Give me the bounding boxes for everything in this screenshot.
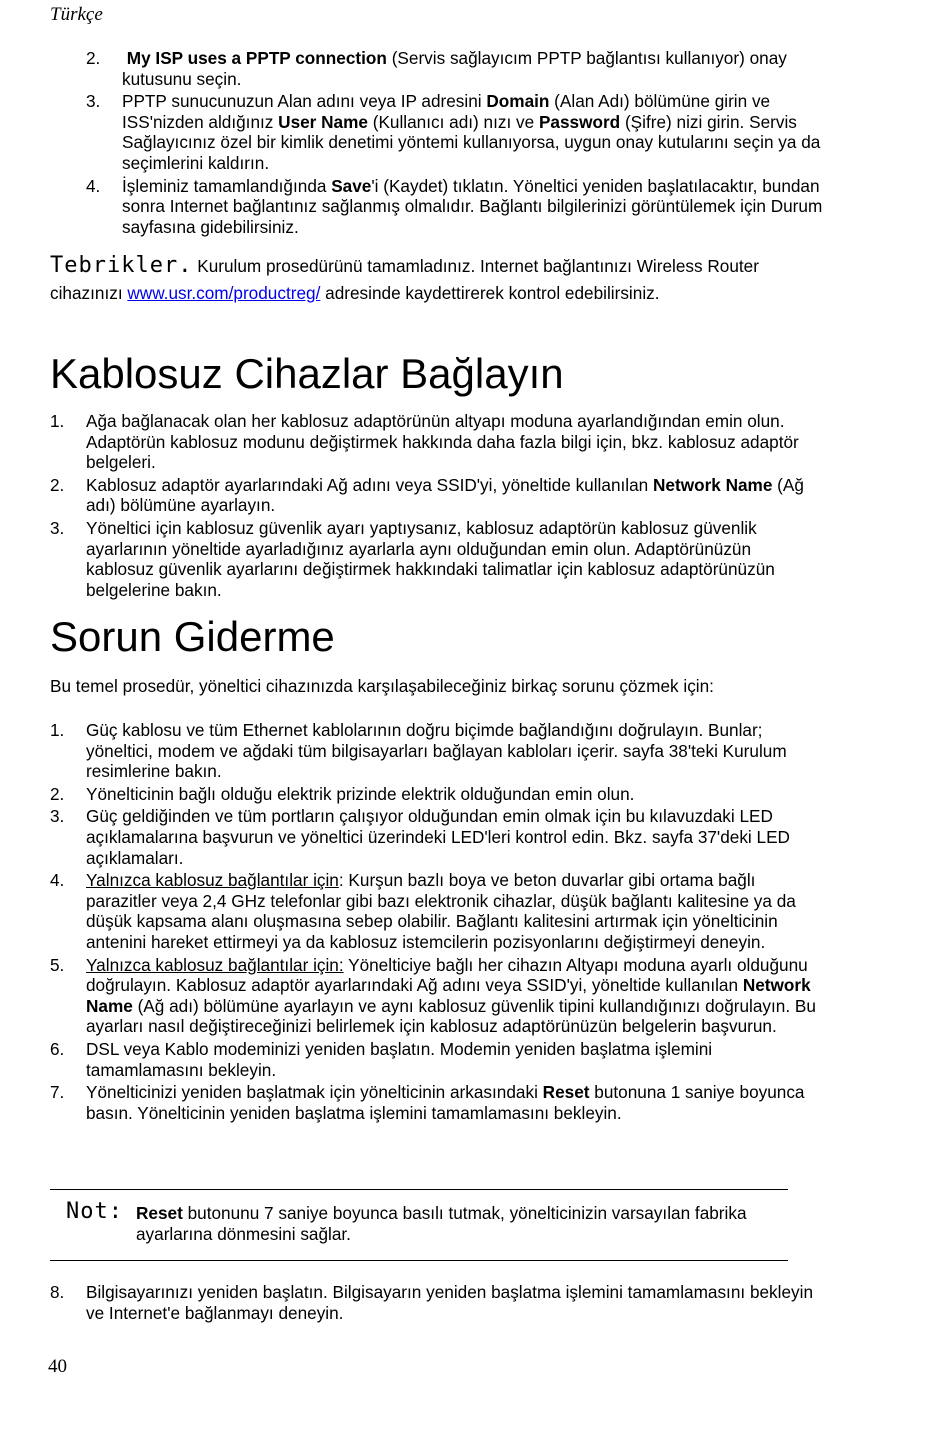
item-number: 1.	[50, 411, 65, 431]
item-number: 3.	[50, 806, 65, 827]
list-item: 7. Yönelticinizi yeniden başlatmak için yönelticinin arkasındaki Reset butonuna 1 saniye boyunca basın. Yönelticinin yeniden başlatma işlemini tamamlamasını bekleyin.	[50, 1082, 805, 1123]
troubleshooting-intro: Bu temel prosedür, yöneltici cihazınızda karşılaşabileceğiniz birkaç sorunu çözmek için:	[50, 676, 714, 696]
list-item: 1. Güç kablosu ve tüm Ethernet kablolarının doğru biçimde bağlandığını doğrulayın. Bunlar; yöneltici, modem ve ağdaki tüm bilgisayarları bağlayan kabloları içerir. sayfa 38'teki Kurulum resimlerine bakın.	[50, 720, 787, 782]
product-registration-link[interactable]: www.usr.com/productreg/	[127, 283, 321, 303]
item-number: 6.	[50, 1038, 65, 1059]
item-number: 8.	[50, 1282, 65, 1302]
item-number: 4.	[50, 870, 65, 891]
page-number: 40	[48, 1356, 67, 1377]
troubleshooting-final-step	[50, 1282, 826, 1323]
wireless-steps-list	[50, 411, 820, 600]
note-text: Reset butonunu 7 saniye boyunca basılı tutmak, yönelticinizin varsayılan fabrika ayarlarına dönmesini sağlar.	[136, 1203, 747, 1244]
congrats-lead: Tebrikler.	[50, 253, 193, 278]
item-number: 5.	[50, 954, 65, 975]
note-lead: Not:	[66, 1199, 123, 1224]
item-number: 2.	[50, 474, 65, 495]
troubleshooting-steps-list	[50, 720, 826, 1123]
list-item: 6. DSL veya Kablo modeminizi yeniden başlatın. Modemin yeniden başlatma işlemini tamamlamasını bekleyin.	[50, 1038, 713, 1080]
section-heading-troubleshooting: Sorun Giderme	[50, 613, 335, 660]
list-item: 2. My ISP uses a PPTP connection (Servis sağlayıcım PPTP bağlantısı kullanıyor) onay kutusunu seçin.	[86, 48, 787, 89]
list-item: 4. İşleminiz tamamlandığında Save'i (Kaydet) tıklatın. Yöneltici yeniden başlatılacaktır, bundan sonra Internet bağlantınız sağlanmış olmalıdır. Bağlantı bilgilerinizi görüntülemek için Durum sayfasına gidebilirsiniz.	[86, 175, 823, 237]
item-number: 2.	[50, 783, 65, 804]
section-heading-wireless: Kablosuz Cihazlar Bağlayın	[50, 350, 564, 397]
language-label: Türkçe	[50, 4, 103, 25]
list-item: 8. Bilgisayarınızı yeniden başlatın. Bilgisayarın yeniden başlatma işlemini tamamlamasını bekleyin ve Internet'e bağlanmayı deneyin.	[50, 1282, 814, 1323]
list-item: 2. Kablosuz adaptör ayarlarındaki Ağ adını veya SSID'yi, yöneltide kullanılan Network Name (Ağ adı) bölümüne ayarlayın.	[50, 474, 804, 516]
item-number: 3.	[50, 517, 65, 538]
list-item: 3. Yöneltici için kablosuz güvenlik ayarı yaptıysanız, kablosuz adaptörün kablosuz güvenlik ayarlarının yöneltide ayarladığınız ayarlarla aynı olduğundan emin olun. Adaptörünüzün kablosuz güvenlik ayarlarını değiştirmek hakkındaki talimatlar için kablosuz adaptörünüzün belgelerine bakın.	[50, 517, 775, 600]
list-item: 4. Yalnızca kablosuz bağlantılar için: Kurşun bazlı boya ve beton duvarlar gibi ortama bağlı parazitler veya 2,4 GHz telefonlar gibi bazı elektronik cihazlar, düşük bağlantı kalitesine ya da düşük kapsama alanı oluşmasına sebep olabilir. Bağlantı kalitesini artırmak için yönelticinin antenini hareket ettirmeyi ya da kablosuz istemcilerin pozisyonlarını değiştirmeyi deneyin.	[50, 870, 796, 952]
list-item: 5. Yalnızca kablosuz bağlantılar için: Yönelticiye bağlı her cihazın Altyapı moduna ayarlı olduğunu doğrulayın. Kablosuz adaptör ayarlarındaki Ağ adını veya SSID'yi, yöneltide kullanılan Network Name (Ağ adı) bölümüne ayarlayın ve aynı kablosuz güvenlik tipini kullandığınızı doğrulayın. Bu ayarları nasıl değiştireceğinizi belirlemek için kablosuz adaptörünüzün belgelerin başvurun.	[50, 954, 816, 1037]
congrats-paragraph: Tebrikler. Kurulum prosedürünü tamamladınız. Internet bağlantınızı Wireless Router cihazınızı www.usr.com/productreg/ adresinde kaydettirerek kontrol edebilirsiniz.	[50, 253, 759, 303]
item-number: 3.	[86, 91, 101, 112]
note-top-divider	[50, 1189, 788, 1190]
note-bottom-divider	[50, 1260, 788, 1261]
item-number: 7.	[50, 1082, 65, 1103]
pptp-checkbox-label: My ISP uses a PPTP connection	[126, 48, 387, 68]
item-number: 2.	[86, 48, 101, 68]
list-item: 3. Güç geldiğinden ve tüm portların çalışıyor olduğundan emin olmak için bu kılavuzdaki LED açıklamalarına başvurun ve yöneltici üzerindeki LED'leri kontrol edin. Bkz. sayfa 37'deki LED açıklamaları.	[50, 806, 790, 868]
list-item: 2. Yönelticinin bağlı olduğu elektrik prizinde elektrik olduğundan emin olun.	[50, 783, 635, 804]
list-item: 1. Ağa bağlanacak olan her kablosuz adaptörünün altyapı moduna ayarlandığından emin olun. Adaptörün kablosuz modunu değiştirmek hakkında daha fazla bilgi için, bkz. kablosuz adaptör belgeleri.	[50, 411, 799, 473]
pptp-steps-list	[86, 48, 831, 237]
item-number: 4.	[86, 175, 101, 196]
list-item: 3. PPTP sunucunuzun Alan adını veya IP adresini Domain (Alan Adı) bölümüne girin ve ISS'nizden aldığınız User Name (Kullanıcı adı) nızı ve Password (Şifre) nizi girin. Servis Sağlayıcınız özel bir kimlik denetimi yöntemi kullanıyorsa, uygun onay kutularını seçin ya da seçimlerini kaldırın.	[86, 91, 821, 173]
item-number: 1.	[50, 720, 65, 740]
